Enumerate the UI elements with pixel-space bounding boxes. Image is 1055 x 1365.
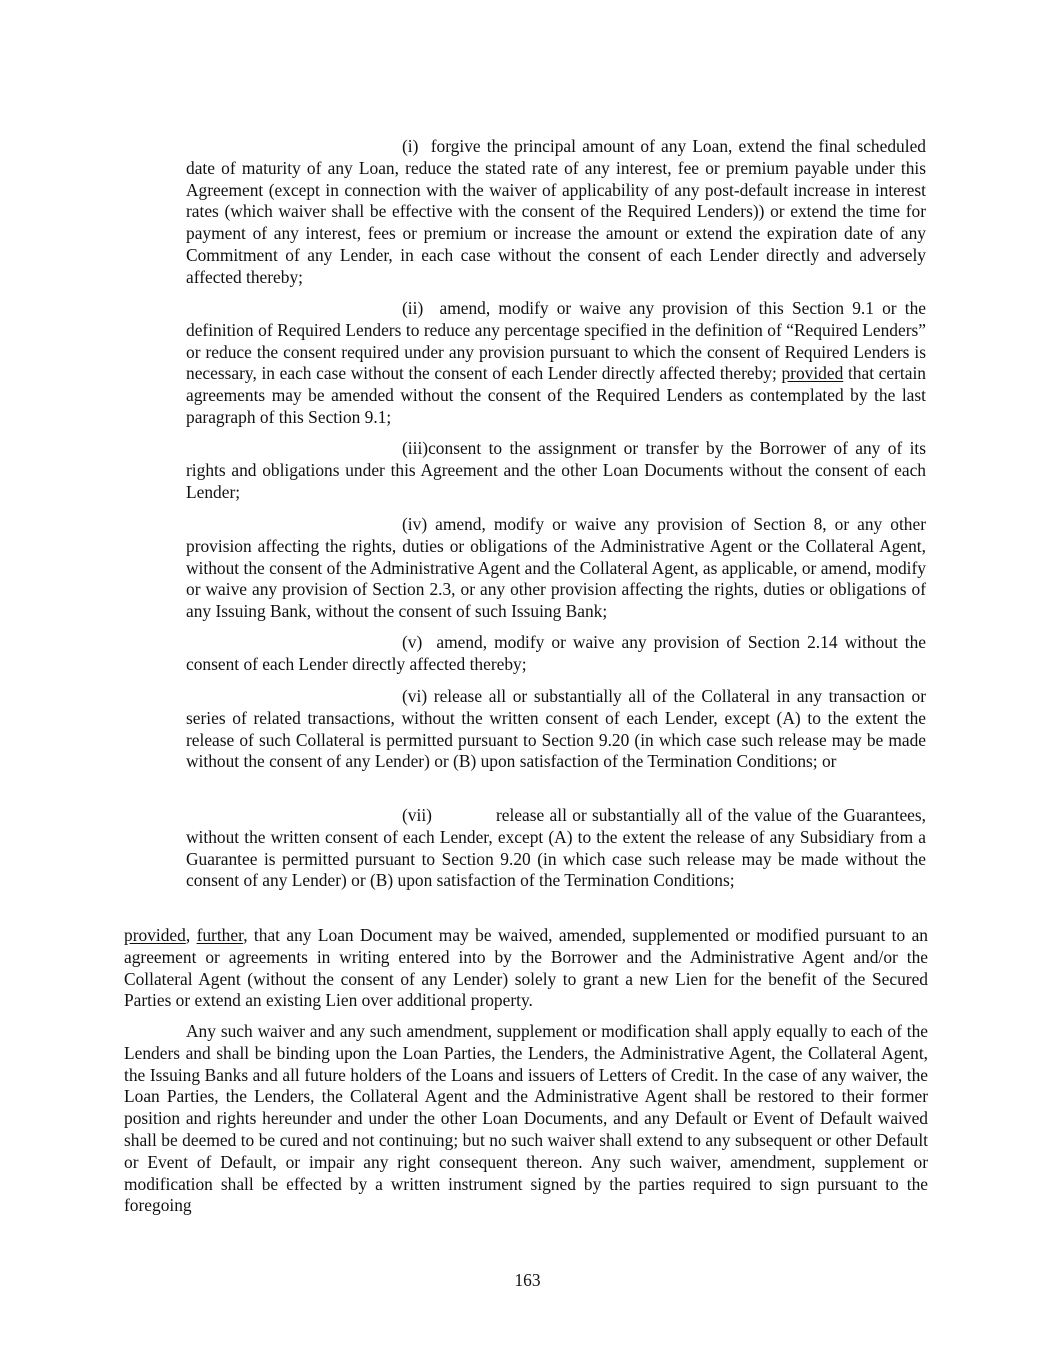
proviso-paragraph: [124, 925, 928, 1012]
clause-vii: [186, 805, 926, 892]
clause-number: (vii): [402, 805, 432, 825]
clause-number: (vi): [402, 686, 428, 706]
closing-paragraph: [124, 1021, 928, 1217]
clause-text: amend, modify or waive any provision of this Section 9.1 or the definition of Required Lenders to reduce any percentage specified in the definition of “Required Lenders” or reduce the consent required under any provision pursuant to which the consent of Required Lenders is necessary, in each case without the consent of each Lender directly affected thereby;: [186, 298, 926, 384]
proviso-separator: ,: [185, 925, 197, 945]
clause-number: (v): [402, 632, 423, 652]
clause-number: (ii): [402, 298, 424, 318]
clause-number: (iv): [402, 514, 428, 534]
clause-text: amend, modify or waive any provision of Section 2.14 without the consent of each Lender directly affected thereby;: [186, 632, 927, 674]
clause-number: (i): [402, 136, 419, 156]
clause-i: [186, 136, 926, 289]
closing-paragraph-text: Any such waiver and any such amendment, supplement or modification shall apply equally to each of the Lenders and shall be binding upon the Loan Parties, the Lenders, the Administrative Agent, the Collateral Agent, the Issuing Banks and all future holders of the Loans and issuers of Letters of Credit. In the case of any waiver, the Loan Parties, the Lenders, the Collateral Agent and the Administrative Agent shall be restored to their former position and rights hereunder and under the other Loan Documents, and any Default or Event of Default waived shall be deemed to be cured and not continuing; but no such waiver shall extend to any subsequent or other Default or Event of Default, or impair any right consequent thereon. Any such waiver, amendment, supplement or modification shall be effected by a written instrument signed by the parties required to sign pursuant to the foregoing: [124, 1021, 928, 1216]
proviso-text: , that any Loan Document may be waived, amended, supplemented or modified pursuant to an agreement or agreements in writing entered into by the Borrower and the Administrative Agent and/or the Collateral Agent (without the consent of any Lender) solely to grant a new Lien for the benefit of the Secured Parties or extend an existing Lien over additional property.: [124, 925, 928, 1011]
clause-text: amend, modify or waive any provision of Section 8, or any other provision affecting the rights, duties or obligations of the Administrative Agent or the Collateral Agent, without the consent of the Administrative Agent and the Collateral Agent, as applicable, or amend, modify or waive any provision of Section 2.3, or any other provision affecting the rights, duties or obligations of any Issuing Bank, without the consent of such Issuing Bank;: [186, 514, 926, 622]
clause-iii: [186, 438, 926, 503]
further-term: further: [196, 925, 244, 945]
clause-vi: [186, 686, 926, 773]
clause-ii: [186, 298, 926, 429]
clause-iv: [186, 514, 926, 623]
clause-text: consent to the assignment or transfer by the Borrower of any of its rights and obligations under this Agreement and the other Loan Documents without the consent of each Lender;: [186, 438, 926, 502]
clause-text: release all or substantially all of the Collateral in any transaction or series of related transactions, without the written consent of each Lender, except (A) to the extent the release of such Collateral is permitted pursuant to Section 9.20 (in which case such release may be made without the consent of any Lender) or (B) upon satisfaction of the Termination Conditions; or: [186, 686, 926, 772]
clause-v: [186, 632, 926, 676]
clause-text: release all or substantially all of the value of the Guarantees, without the written consent of each Lender, except (A) to the extent the release of any Subsidiary from a Guarantee is permitted pursuant to Section 9.20 (in which case such release may be made without the consent of any Lender) or (B) upon satisfaction of the Termination Conditions;: [186, 805, 926, 891]
clause-number: (iii): [402, 438, 429, 458]
page-number: 163: [514, 1270, 541, 1290]
clause-text-continued: that certain agreements may be amended without the consent of the Required Lenders as contemplated by the last paragraph of this Section 9.1;: [186, 363, 926, 427]
clause-text: forgive the principal amount of any Loan, extend the final scheduled date of maturity of any Loan, reduce the stated rate of any interest, fee or premium payable under this Agreement (except in connection with the waiver of applicability of any post-default increase in interest rates (which waiver shall be effective with the consent of the Required Lenders)) or extend the time for payment of any interest, fees or premium or increase the amount or extend the expiration date of any Commitment of any Lender, in each case without the consent of each Lender directly and adversely affected thereby;: [186, 136, 926, 287]
provided-term: provided: [124, 925, 186, 945]
provided-term: provided: [781, 363, 844, 384]
